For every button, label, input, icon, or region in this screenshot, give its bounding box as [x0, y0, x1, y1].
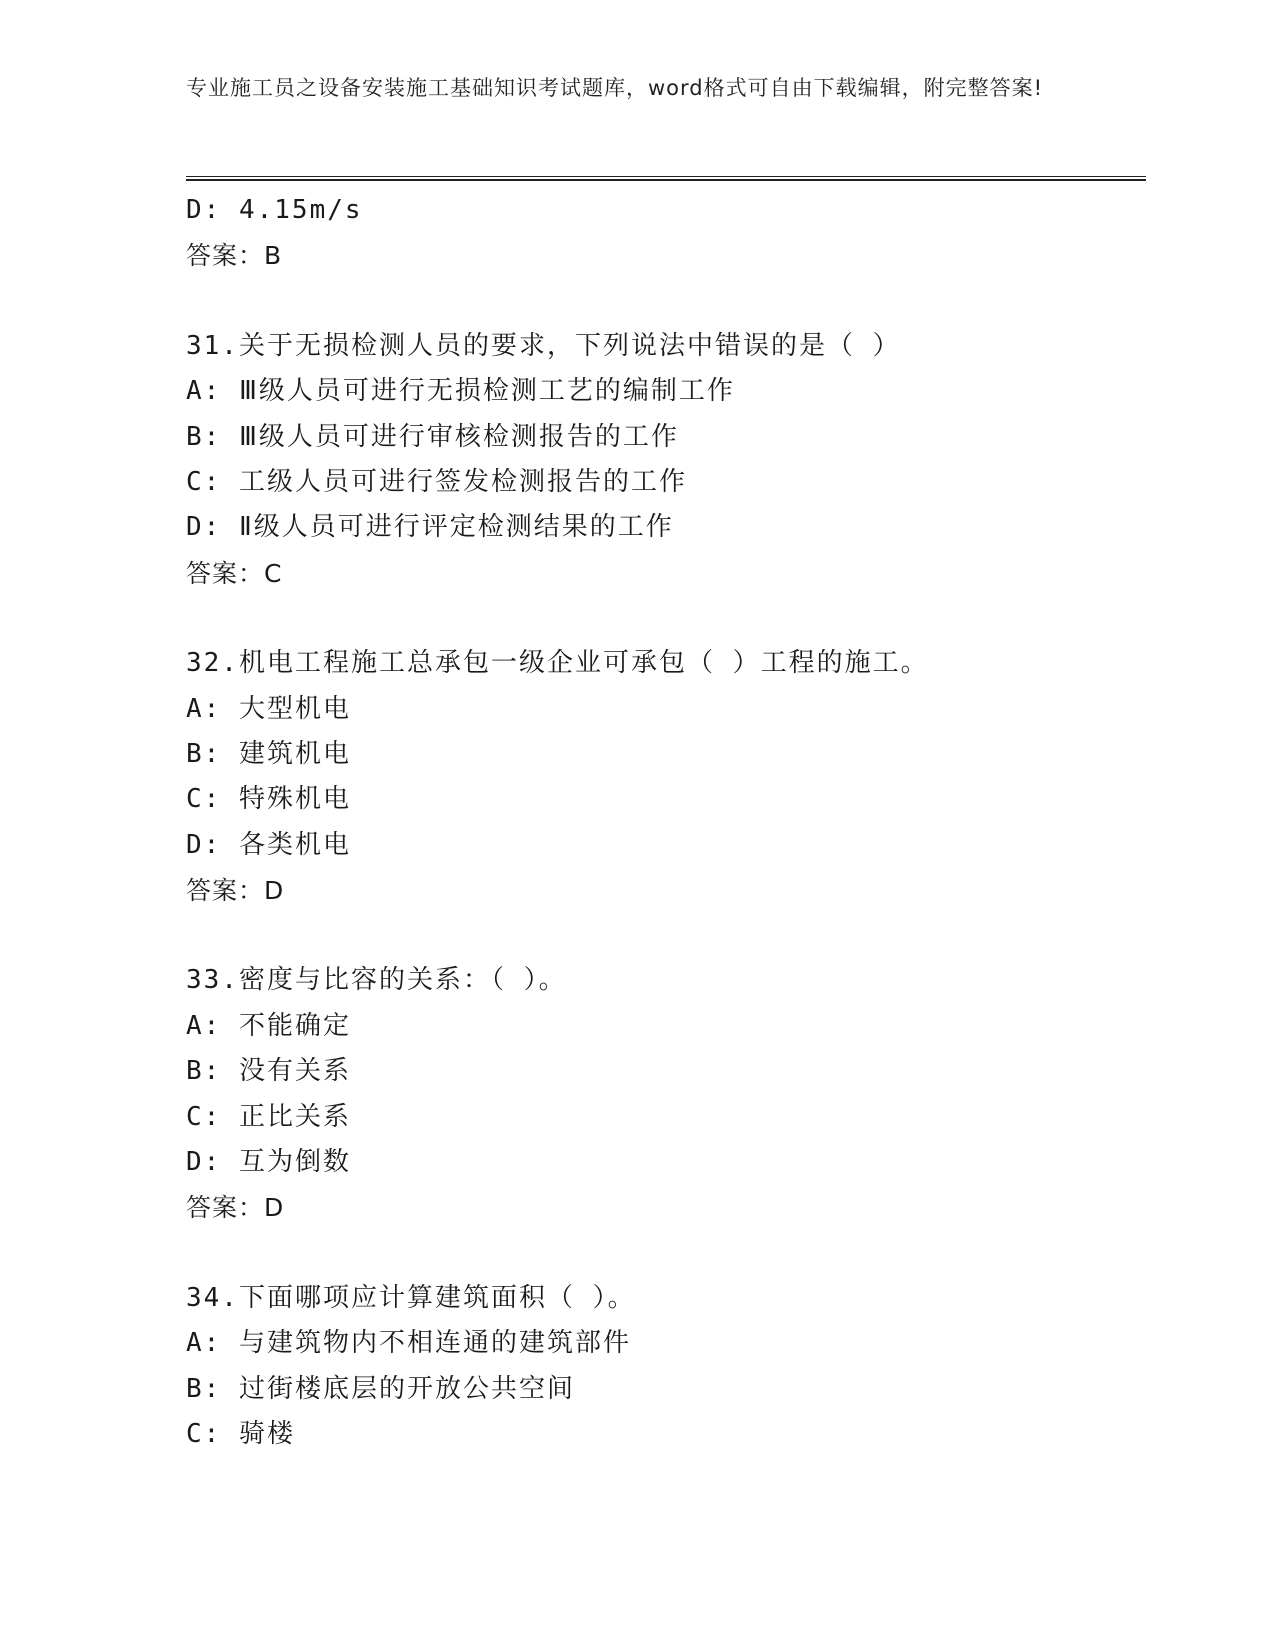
option-d: D: 4.15m/s — [186, 195, 363, 225]
option-a: A: 不能确定 — [186, 1010, 351, 1041]
document-header: 专业施工员之设备安装施工基础知识考试题库，word格式可自由下载编辑，附完整答案! — [186, 76, 1044, 100]
answer-line: 答案：D — [186, 876, 285, 906]
question-stem: 33.密度与比容的关系：（ ）。 — [186, 965, 567, 996]
option-c: C: 特殊机电 — [186, 784, 351, 815]
option-d: D: Ⅱ级人员可进行评定检测结果的工作 — [186, 512, 674, 543]
option-c: C: 骑楼 — [186, 1418, 295, 1449]
question-stem: 34.下面哪项应计算建筑面积（ ）。 — [186, 1282, 636, 1313]
option-b: B: 过街楼底层的开放公共空间 — [186, 1373, 575, 1404]
document-page — [186, 72, 1146, 1449]
header-divider — [186, 176, 1146, 182]
option-a: A: Ⅲ级人员可进行无损检测工艺的编制工作 — [186, 376, 735, 407]
answer-line: 答案：B — [186, 241, 283, 271]
option-b: B: 建筑机电 — [186, 738, 351, 769]
question-list — [186, 188, 1146, 1457]
option-b: B: 没有关系 — [186, 1056, 351, 1087]
option-c: C: 工级人员可进行签发检测报告的工作 — [186, 466, 687, 497]
question-stem: 32.机电工程施工总承包一级企业可承包（ ）工程的施工。 — [186, 648, 929, 679]
question-34 — [186, 1276, 1146, 1458]
answer-line: 答案：D — [186, 1193, 285, 1223]
question-31 — [186, 324, 1146, 596]
option-b: B: Ⅲ级人员可进行审核检测报告的工作 — [186, 421, 679, 452]
option-c: C: 正比关系 — [186, 1101, 351, 1132]
option-a: A: 大型机电 — [186, 693, 351, 724]
option-d: D: 互为倒数 — [186, 1147, 351, 1178]
question-32 — [186, 641, 1146, 913]
question-stem: 31.关于无损检测人员的要求，下列说法中错误的是（ ） — [186, 330, 901, 361]
question-33 — [186, 958, 1146, 1230]
option-a: A: 与建筑物内不相连通的建筑部件 — [186, 1328, 631, 1359]
option-d: D: 各类机电 — [186, 829, 351, 860]
answer-line: 答案：C — [186, 558, 283, 588]
